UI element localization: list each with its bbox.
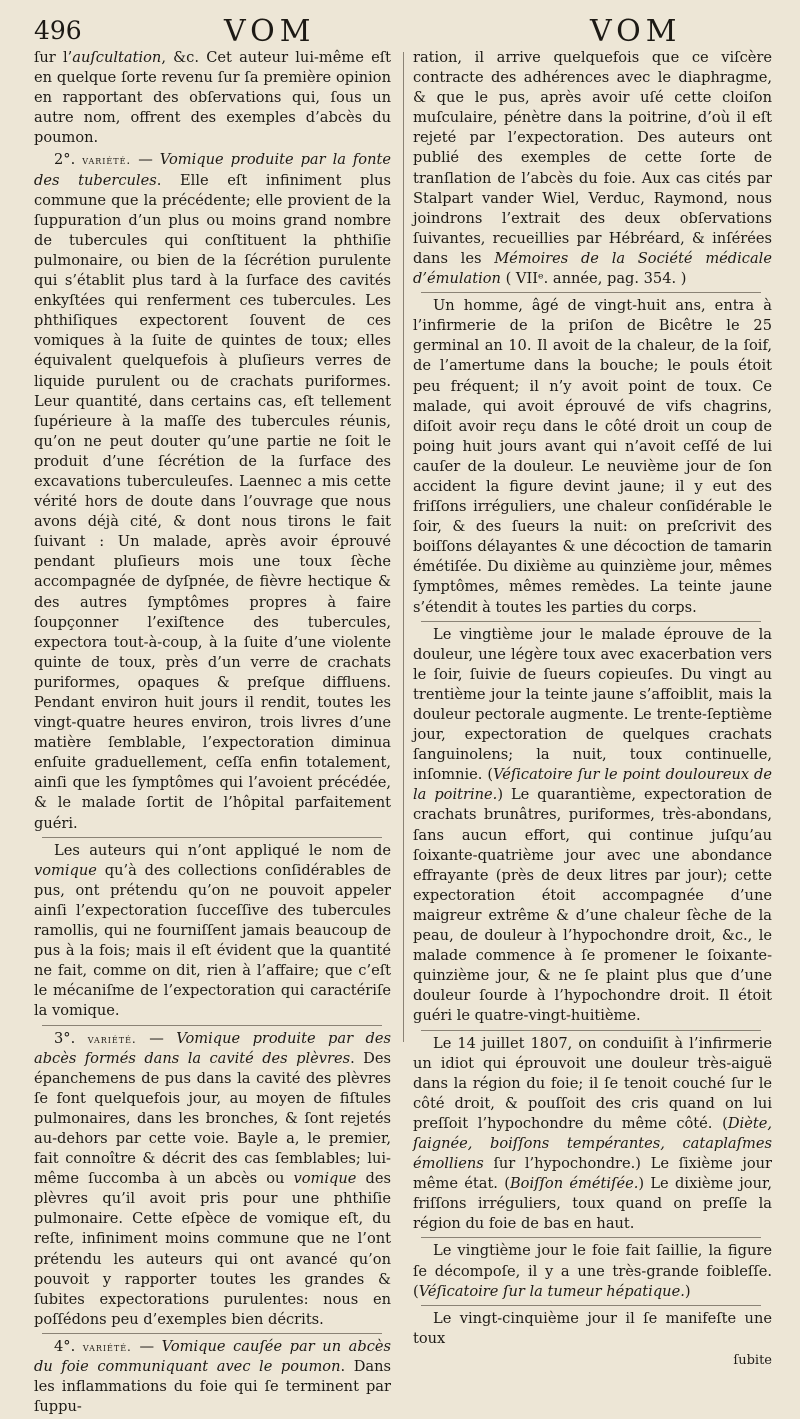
divider: [42, 1025, 382, 1026]
divider: [421, 621, 761, 622]
variety-2-paragraph: 2°. variété. — Vomique produite par la fonte des tubercules. Elle eſt infiniment plus commune que la précédente; elle provient de la ſuppuration d’un plus ou moins grand nombre de tubercules qui conſtituent la phthiſie pulmonaire, ou bien de la ſécrétion purulente qui s’établit plus tard à la ſurface des cavités enkyſtées qui renferment ces tubercules. Les phthiſiques expectorent ſouvent de ces vomiques à la ſuite de quintes de toux; elles équivalent quelquefois à pluſieurs verres de liquide purulent ou de crachats puriformes. Leur quantité, dans certains cas, eſt tellement ſupérieure à la maſſe des tubercules réunis, qu’on ne peut douter qu’une partie ne ſoit le produit d’une ſécrétion de la ſurface des excavations tuberculeuſes. Laennec a mis cette vérité hors de doute dans l’ouvrage que nous avons déjà cité, & dont nous tirons le fait ſuivant : Un malade, après avoir éprouvé pendant pluſieurs mois une toux ſèche accompagnée de dyſpnée, de fièvre hectique & des autres ſymptômes propres à faire ſoupçonner l’exiſtence des tubercules, expectora tout-à-coup, à la ſuite d’une violente quinte de toux, près d’un verre de crachats puriformes, opaques & preſque diffluens. Pendant environ huit jours il rendit, toutes les vingt-quatre heures environ, trois livres d’une matière ſemblable, l’expectoration diminua enſuite graduellement, ceſſa enfin totalement, ainſi que les ſymptômes qui l’avoient précédée, & le malade ſortit de l’hôpital parfaitement guéri.: [34, 151, 391, 832]
variety-label: variété.: [87, 1031, 137, 1046]
case-2-paragraph: Le 14 juillet 1807, on conduiſit à l’infirmerie un idiot qui éprouvoit une douleur très-aiguë dans la région du foie; il ſe tenoit couché ſur le côté droit, & pouſſoit des cris quand on lui preſſoit l’hypochondre du même côté. (Diète, ſaignée, boiſſons tempérantes, cataplaſmes émolliens ſur l’hypochondre.) Le ſixième jour même état. (Boiſſon émétiſée.) Le dixième jour, friſſons irréguliers, toux quand on preſſe la région du foie de bas en haut.: [413, 1034, 772, 1233]
divider: [42, 1333, 382, 1334]
paragraph: Le vingt-cinquième jour il ſe manifeſte une toux: [413, 1309, 772, 1347]
paragraph: ration, il arrive quelquefois que ce viſcère contracte des adhérences avec le diaphragme, & que le pus, après avoir uſé cette cloiſon muſculaire, pénètre dans la poitrine, d’où il eſt rejeté par l’expectoration. Des auteurs ont publié des exemples de cette ſorte de tranſlation de l’abcès du foie. Aux cas cités par Stalpart vander Wiel, Verduc, Raymond, nous joindrons l’extrait des deux obſervations ſuivantes, recueillies par Hébréard, & inſérées dans les Mémoires de la Société médicale d’émulation ( VIIᵉ. année, pag. 354. ): [413, 49, 772, 288]
divider: [421, 1030, 761, 1031]
running-head-right: VOM: [590, 14, 682, 49]
catchword: ſubite: [733, 1352, 772, 1368]
left-column: [34, 48, 391, 1419]
paragraph: Le vingtième jour le malade éprouve de la douleur, une légère toux avec exacerbation vers le ſoir, ſuivie de ſueurs copieuſes. Du vingt au trentième jour la teinte jaune s’affoiblit, mais la douleur pectorale augmente. Le trente-ſeptième jour, expectoration de quelques crachats ſanguinolens; la nuit, toux continuelle, inſomnie. (Véſicatoire ſur le point douloureux de la poitrine.) Le quarantième, expectoration de crachats brunâtres, puriformes, très-abondans, ſans aucun effort, qui continue juſqu’au ſoixante-quatrième jour avec une abondance effrayante (près de deux litres par jour); cette expectoration étoit accompagnée d’une maigreur extrême & d’une chaleur ſèche de la peau, de douleur à l’hypochondre droit, &c., le malade commence à ſe promener le ſoixante-quinzième jour, & ne ſe plaint plus que d’une douleur ſourde à l’hypochondre droit. Il étoit guéri le quatre-vingt-huitième.: [413, 625, 772, 1025]
variety-title: Vomique produite par la fonte des tubercules: [34, 151, 391, 189]
case-1-paragraph: Un homme, âgé de vingt-huit ans, entra à l’infirmerie de la priſon de Bicêtre le 25 germinal an 10. Il avoit de la chaleur, de la ſoif, de l’amertume dans la bouche; le pouls étoit peu fréquent; il n’y avoit point de toux. Ce malade, qui avoit éprouvé de vifs chagrins, diſoit avoir reçu dans le côté droit un coup de poing huit jours avant qui n’avoit ceſſé de lui cauſer de la douleur. Le neuvième jour de ſon accident la figure devint jaune; il y eut des friſſons irréguliers, une chaleur conſidérable le ſoir, & des ſueurs la nuit: on preſcrivit des boiſſons délayantes & une décoction de tamarin émétiſée. Du dixième au quinzième jour, mêmes ſymptômes, mêmes remèdes. La teinte jaune s’étendit à toutes les parties du corps.: [413, 297, 772, 616]
variety-title: Vomique cauſée par un abcès du foie communiquant avec le poumon: [34, 1337, 392, 1375]
paragraph: Les auteurs qui n’ont appliqué le nom de vomique qu’à des collections conſidérables de pus, ont prétendu qu’on ne pouvoit appeler ainſi l’expectoration ſucceſſive des tubercules ramollis, qui ne fourniſſent jamais beaucoup de pus à la fois; mais il eſt évident que la quantité ne fait, comme on dit, rien à l’affaire; que c’eſt le mécaniſme de l’expectoration qui caractériſe la vomique.: [34, 841, 391, 1020]
page-header: [34, 14, 766, 48]
right-column: [413, 48, 772, 1371]
page-number: 496: [34, 16, 82, 45]
variety-3-paragraph: 3°. variété. — Vomique produite par des abcès formés dans la cavité des plèvres. Des épanchemens de pus dans la cavité des plèvres ſe font quelquefois jour, au moyen de fiſtules pulmonaires, dans les bronches, & ſont rejetés au-dehors par cette voie. Bayle a, le premier, fait connoître & décrit des cas ſemblables; lui-même ſuccomba à un abcès ou vomique des plèvres qu’il avoit pris pour une phthiſie pulmonaire. Cette eſpèce de vomique eſt, du reſte, infiniment moins commune que ne l’ont prétendu les auteurs qui ont avancé qu’on pouvoit y rapporter toutes les grandes & ſubites expectorations purulentes: nous en poſſédons peu d’exemples bien décrits.: [34, 1029, 392, 1328]
divider: [42, 837, 382, 838]
variety-label: variété.: [82, 153, 132, 168]
paragraph: ſur l’auſcultation, &c. Cet auteur lui-même eſt en quelque ſorte revenu ſur ſa première opinion en rapportant des obſervations qui, ſous un autre nom, offrent des exemples d’abcès du poumon.: [34, 49, 391, 147]
paragraph: Le vingtième jour le foie fait ſaillie, la figure ſe décompoſe, il y a une très-grande foibleſſe. (Véſicatoire ſur la tumeur hépatique.): [413, 1242, 772, 1300]
variety-label: variété.: [82, 1339, 132, 1354]
divider: [421, 1305, 761, 1306]
running-head-left: VOM: [224, 14, 316, 49]
divider: [421, 1237, 761, 1238]
divider: [421, 292, 761, 293]
column-rule: [403, 52, 404, 1042]
variety-4-paragraph: 4°. variété. — Vomique cauſée par un abcès du foie communiquant avec le poumon. Dans les inflammations du foie qui ſe terminent par ſuppu-: [34, 1337, 392, 1416]
variety-title: Vomique produite par des abcès formés dans la cavité des plèvres: [34, 1029, 391, 1067]
